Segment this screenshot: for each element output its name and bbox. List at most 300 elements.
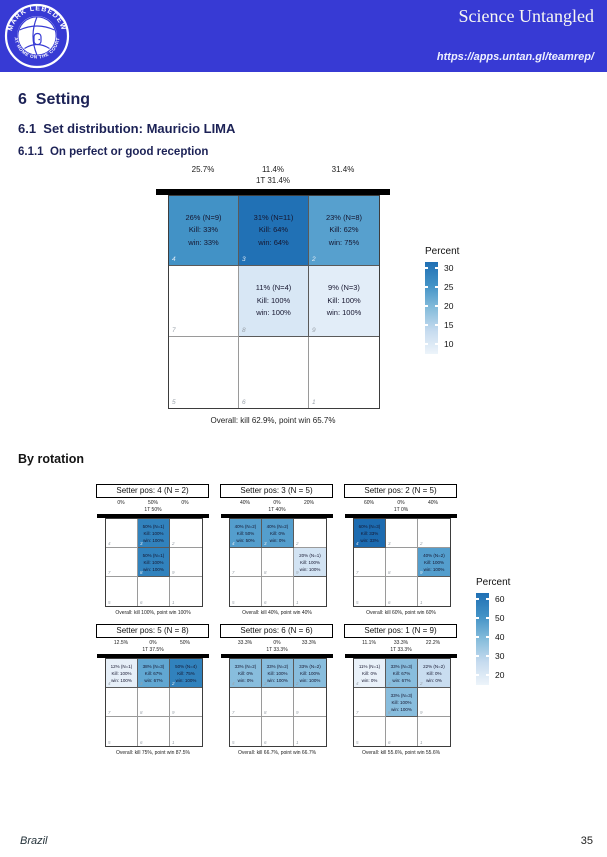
- zone-number: 8: [388, 710, 391, 715]
- court-cell-zone-2: [170, 519, 202, 548]
- zone-number: 8: [242, 327, 246, 334]
- cell-stat: 33% (N=2): [299, 663, 321, 669]
- court-cell-zone-4: [354, 519, 386, 548]
- cell-stat: Kill: 0%: [426, 670, 442, 676]
- court-cell-zone-9: [294, 688, 326, 717]
- legend-tick-mark: [476, 655, 479, 657]
- cell-stat: Kill: 100%: [299, 559, 320, 565]
- court-cell-zone-6: [262, 717, 294, 746]
- cell-stat: 40% (N=2): [234, 523, 257, 529]
- court-cell-zone-3: [262, 659, 294, 688]
- column-percent-value: 0%: [273, 500, 281, 506]
- zone-number: 4: [172, 256, 176, 263]
- column-percent-value: 31.4%: [331, 165, 355, 174]
- setter-pos-title: Setter pos: 4 (N = 2): [96, 484, 209, 498]
- setter-pos-title: Setter pos: 3 (N = 5): [220, 484, 333, 498]
- legend-tick-mark: [476, 617, 479, 619]
- setter-pos-title: Setter pos: 2 (N = 5): [344, 484, 457, 498]
- zone-number: 1: [172, 600, 175, 605]
- percent-legend-main: [425, 246, 487, 349]
- court-cell-zone-7: [354, 548, 386, 577]
- subsubsection-heading: 6.1.1 On perfect or good reception: [18, 146, 209, 158]
- overall-caption: Overall: kill 100%, point win 100%: [115, 610, 191, 616]
- column-percent-labels: [105, 640, 201, 653]
- cell-stat: win: 33%: [188, 237, 219, 247]
- column-percent-value: 33.3%: [393, 640, 409, 646]
- column-percent: [238, 164, 308, 186]
- zone-number: 9: [296, 570, 299, 575]
- court-cell-zone-2: [170, 659, 202, 688]
- column-percent-value: 33.3%: [237, 640, 253, 646]
- column-percent: [261, 640, 293, 653]
- column-percent-value: 33.3%: [301, 640, 317, 646]
- cell-stat: 26% (N=9): [185, 212, 222, 222]
- court-cell-zone-4: [230, 659, 262, 688]
- zone-number: 7: [232, 710, 235, 715]
- zone-number: 4: [108, 541, 111, 546]
- zone-number: 7: [172, 327, 176, 334]
- legend-tick-mark: [486, 617, 489, 619]
- subsection-heading: 6.1 Set distribution: Mauricio LIMA: [18, 121, 236, 136]
- legend-tick-mark: [476, 636, 479, 638]
- cell-stat: win: 100%: [143, 537, 164, 543]
- court-cell-zone-5: [106, 577, 138, 606]
- column-percent-value: 11.4%: [261, 165, 285, 174]
- cell-stat: Kill: 100%: [256, 295, 291, 305]
- cell-stat: 50% (N=1): [142, 552, 165, 558]
- zone-number: 9: [420, 710, 423, 715]
- zone-number: 5: [356, 740, 359, 745]
- court-cell-zone-1: [294, 577, 326, 606]
- cell-stat: win: 100%: [175, 677, 197, 683]
- court-cell-zone-9: [418, 548, 450, 577]
- cell-stat: 40% (N=2): [423, 552, 445, 558]
- court-cell-zone-2: [309, 196, 379, 266]
- zone-number: 5: [232, 600, 235, 605]
- column-percent: [385, 640, 417, 653]
- zone-number: 4: [232, 541, 235, 546]
- legend-tick-mark: [486, 674, 489, 676]
- court-cell-zone-4: [106, 659, 138, 688]
- zone-number: 5: [108, 740, 111, 745]
- percent-legend-rotation: [476, 577, 538, 680]
- cell-stat: 23% (N=8): [325, 212, 363, 222]
- page-header: [0, 0, 607, 72]
- overall-caption: Overall: kill 62.9%, point win 65.7%: [210, 416, 336, 425]
- legend-tick-mark: [425, 343, 428, 345]
- zone-number: 1: [420, 600, 423, 605]
- zone-number: 7: [108, 710, 111, 715]
- first-tempo-percent: 1T 33.3%: [266, 646, 288, 653]
- court-cell-zone-1: [418, 717, 450, 746]
- section-heading: 6 Setting: [18, 91, 91, 108]
- cell-stat: 9% (N=3): [328, 283, 360, 293]
- zone-number: 7: [356, 570, 359, 575]
- zone-number: 7: [108, 570, 111, 575]
- zone-number: 8: [264, 710, 267, 715]
- zone-number: 5: [172, 399, 176, 406]
- zone-number: 5: [108, 600, 111, 605]
- column-percent-value: 40%: [239, 500, 250, 506]
- column-percent: [417, 500, 449, 513]
- court-cell-zone-8: [262, 548, 294, 577]
- cell-stat: Kill: 67%: [392, 670, 411, 676]
- court-cell-zone-5: [169, 337, 239, 408]
- legend-tick-mark: [435, 267, 438, 269]
- cell-stat: 20% (N=1): [299, 552, 321, 558]
- column-percent: [385, 500, 417, 513]
- cell-stat: Kill: 64%: [258, 225, 289, 235]
- cell-stat: 50% (N=1): [142, 523, 165, 529]
- court-cell-zone-4: [169, 196, 239, 266]
- first-tempo-percent: 1T 40%: [268, 506, 286, 513]
- court-cell-zone-3: [386, 519, 418, 548]
- zone-number: 4: [356, 681, 359, 686]
- cell-stat: Kill: 100%: [391, 699, 412, 705]
- cell-stat: win: 100%: [256, 308, 291, 318]
- column-percent-value: 0%: [181, 500, 189, 506]
- zone-number: 3: [388, 681, 391, 686]
- zone-number: 6: [264, 600, 267, 605]
- court-cell-zone-8: [262, 688, 294, 717]
- by-rotation-heading: By rotation: [18, 452, 84, 466]
- zone-number: 3: [264, 541, 267, 546]
- mark-lebedew-logo-icon: [4, 3, 70, 69]
- cell-stat: 31% (N=11): [253, 212, 294, 222]
- legend-tick-mark: [425, 305, 428, 307]
- overall-caption: Overall: kill 60%, point win 60%: [366, 610, 436, 616]
- column-percent: [353, 640, 385, 653]
- court-cell-zone-6: [239, 337, 309, 408]
- first-tempo-percent: 1T 0%: [393, 506, 409, 513]
- zone-number: 7: [356, 710, 359, 715]
- zone-number: 1: [172, 740, 175, 745]
- legend-tick-mark: [425, 267, 428, 269]
- column-percent: [229, 500, 261, 513]
- cell-stat: Kill: 100%: [423, 559, 444, 565]
- court-cell-zone-6: [138, 577, 170, 606]
- zone-number: 3: [264, 681, 267, 686]
- cell-stat: win: 0%: [361, 677, 378, 683]
- zone-number: 1: [296, 740, 299, 745]
- zone-number: 9: [172, 570, 175, 575]
- court-cell-zone-3: [138, 659, 170, 688]
- legend-tick-label: 20: [444, 301, 454, 311]
- court-cell-zone-8: [239, 266, 309, 337]
- zone-number: 2: [420, 541, 423, 546]
- zone-number: 9: [172, 710, 175, 715]
- cell-stat: 33% (N=3): [390, 692, 413, 698]
- column-percent-value: 50%: [147, 500, 158, 506]
- court-cell-zone-2: [418, 659, 450, 688]
- zone-number: 2: [296, 541, 299, 546]
- court-cell-zone-1: [309, 337, 379, 408]
- court-cell-zone-9: [170, 548, 202, 577]
- cell-stat: Kill: 75%: [177, 670, 195, 676]
- column-percent: [169, 640, 201, 653]
- zone-number: 5: [356, 600, 359, 605]
- cell-stat: Kill: 0%: [361, 670, 377, 676]
- overall-caption: Overall: kill 66.7%, point win 66.7%: [237, 750, 317, 756]
- court-cell-zone-8: [386, 548, 418, 577]
- court-cell-zone-1: [294, 717, 326, 746]
- legend-title: Percent: [476, 577, 511, 588]
- legend-tick-mark: [425, 286, 428, 288]
- column-percent-value: 0%: [117, 500, 125, 506]
- legend-colorbar: [476, 593, 489, 685]
- column-percent-labels: [105, 500, 201, 513]
- zone-number: 3: [388, 541, 391, 546]
- setter-pos-title: Setter pos: 5 (N = 8): [96, 624, 209, 638]
- column-percent-value: 22.2%: [425, 640, 441, 646]
- cell-stat: win: 100%: [111, 677, 132, 683]
- legend-tick-label: 10: [444, 339, 454, 349]
- court-cell-zone-3: [239, 196, 309, 266]
- cell-stat: Kill: 100%: [143, 530, 164, 536]
- zone-number: 3: [140, 541, 143, 546]
- court-cell-zone-8: [138, 688, 170, 717]
- cell-stat: 33% (N=2): [234, 663, 257, 669]
- cell-stat: win: 100%: [299, 677, 321, 683]
- zone-number: 2: [172, 541, 175, 546]
- court-cell-zone-5: [230, 577, 262, 606]
- court-cell-zone-6: [386, 717, 418, 746]
- cell-stat: Kill: 33%: [188, 225, 219, 235]
- court-grid: [229, 518, 327, 607]
- rotation-heatmap-4: [96, 624, 210, 760]
- court-cell-zone-9: [170, 688, 202, 717]
- cell-stat: 11% (N=1): [358, 663, 381, 669]
- column-percent: [137, 640, 169, 653]
- zone-number: 9: [312, 327, 316, 334]
- cell-stat: Kill: 100%: [299, 670, 320, 676]
- court-cell-zone-9: [294, 548, 326, 577]
- court-cell-zone-8: [386, 688, 418, 717]
- column-percent-value: 20%: [303, 500, 314, 506]
- zone-number: 6: [242, 399, 246, 406]
- rotation-heatmap-2: [220, 484, 334, 620]
- logo-top-text: MARK LEBEDEW: [6, 5, 68, 32]
- legend-tick-mark: [486, 636, 489, 638]
- court-cell-zone-7: [169, 266, 239, 337]
- first-tempo-percent: 1T 31.4%: [255, 176, 291, 185]
- column-percent-labels: [229, 640, 325, 653]
- court-cell-zone-4: [106, 519, 138, 548]
- logo-bottom-text: AT HOME ON THE COURT: [13, 36, 61, 60]
- zone-number: 8: [388, 570, 391, 575]
- zone-number: 4: [232, 681, 235, 686]
- column-percent: [417, 640, 449, 653]
- site-url-link[interactable]: https://apps.untan.gl/teamrep/: [436, 51, 594, 63]
- column-percent: [168, 164, 238, 186]
- legend-title: Percent: [425, 246, 460, 257]
- cell-stat: Kill: 0%: [237, 670, 253, 676]
- cell-stat: win: 100%: [143, 566, 164, 572]
- zone-number: 8: [264, 570, 267, 575]
- rotation-heatmap-3: [344, 484, 458, 620]
- setter-pos-title: Setter pos: 6 (N = 6): [220, 624, 333, 638]
- court-cell-zone-9: [309, 266, 379, 337]
- zone-number: 8: [140, 570, 143, 575]
- zone-number: 2: [420, 681, 423, 686]
- legend-tick-label: 25: [444, 282, 454, 292]
- column-percent: [353, 500, 385, 513]
- page-number: 35: [580, 835, 593, 847]
- legend-tick-mark: [476, 674, 479, 676]
- zone-number: 6: [388, 600, 391, 605]
- cell-stat: win: 100%: [423, 566, 445, 572]
- legend-tick-mark: [486, 598, 489, 600]
- column-percent-value: 0%: [273, 640, 281, 646]
- column-percent: [308, 164, 378, 186]
- column-percent-value: 11.1%: [362, 640, 376, 646]
- court-cell-zone-5: [354, 717, 386, 746]
- zone-number: 7: [232, 570, 235, 575]
- column-percent-labels: [353, 640, 449, 653]
- column-percent-value: 50%: [179, 640, 190, 646]
- zone-number: 4: [108, 681, 111, 686]
- court-grid: [353, 658, 451, 747]
- column-percent: [137, 500, 169, 513]
- column-percent-value: 0%: [149, 640, 157, 646]
- column-percent: [105, 640, 137, 653]
- court-cell-zone-2: [418, 519, 450, 548]
- zone-number: 9: [296, 710, 299, 715]
- cell-stat: win: 100%: [391, 706, 412, 712]
- court-cell-zone-1: [170, 717, 202, 746]
- cell-stat: Kill: 100%: [111, 670, 132, 676]
- rotation-heatmap-5: [220, 624, 334, 760]
- court-cell-zone-3: [262, 519, 294, 548]
- column-percent-value: 0%: [397, 500, 405, 506]
- legend-tick-mark: [486, 655, 489, 657]
- first-tempo-percent: 1T 50%: [144, 506, 162, 513]
- cell-stat: Kill: 100%: [267, 670, 288, 676]
- cell-stat: win: 64%: [258, 237, 289, 247]
- zone-number: 8: [140, 710, 143, 715]
- court-cell-zone-7: [354, 688, 386, 717]
- legend-tick-label: 50: [495, 613, 505, 623]
- legend-tick-mark: [435, 324, 438, 326]
- court-cell-zone-1: [418, 577, 450, 606]
- first-tempo-percent: 1T 37.5%: [142, 646, 164, 653]
- court-cell-zone-5: [230, 717, 262, 746]
- cell-stat: Kill: 33%: [360, 530, 379, 536]
- legend-tick-label: 40: [495, 632, 505, 642]
- overall-caption: Overall: kill 40%, point win 40%: [242, 610, 312, 616]
- column-percent: [105, 500, 137, 513]
- rotation-heatmap-1: [96, 484, 210, 620]
- zone-number: 2: [172, 681, 175, 686]
- cell-stat: Kill: 100%: [143, 559, 164, 565]
- court-cell-zone-7: [106, 548, 138, 577]
- cell-stat: win: 0%: [269, 537, 286, 543]
- zone-number: 2: [296, 681, 299, 686]
- column-percent: [293, 500, 325, 513]
- court-cell-zone-9: [418, 688, 450, 717]
- legend-tick-mark: [435, 305, 438, 307]
- column-percent-value: 60%: [363, 500, 374, 506]
- cell-stat: win: 100%: [267, 677, 288, 683]
- column-percent-labels: [168, 164, 378, 186]
- cell-stat: 40% (N=2): [266, 523, 289, 529]
- column-percent: [169, 500, 201, 513]
- cell-stat: 12% (N=1): [110, 663, 133, 669]
- set-distribution-heatmap: [156, 164, 390, 436]
- cell-stat: 60% (N=3): [358, 523, 381, 529]
- cell-stat: Kill: 100%: [327, 295, 361, 305]
- zone-number: 1: [420, 740, 423, 745]
- court-cell-zone-2: [294, 659, 326, 688]
- cell-stat: Kill: 50%: [236, 530, 255, 536]
- cell-stat: win: 75%: [328, 237, 360, 247]
- column-percent-value: 40%: [427, 500, 438, 506]
- cell-stat: win: 0%: [426, 677, 442, 683]
- zone-number: 2: [312, 256, 316, 263]
- court-cell-zone-2: [294, 519, 326, 548]
- court-cell-zone-3: [138, 519, 170, 548]
- court-grid: [229, 658, 327, 747]
- zone-number: 6: [264, 740, 267, 745]
- cell-stat: win: 0%: [237, 677, 254, 683]
- legend-tick-label: 20: [495, 670, 505, 680]
- court-cell-zone-4: [354, 659, 386, 688]
- cell-stat: Kill: 62%: [329, 225, 359, 235]
- court-cell-zone-4: [230, 519, 262, 548]
- column-percent: [261, 500, 293, 513]
- cell-stat: 50% (N=4): [175, 663, 197, 669]
- zone-number: 4: [356, 541, 359, 546]
- zone-number: 9: [420, 570, 423, 575]
- court-grid: [168, 195, 380, 409]
- court-cell-zone-5: [354, 577, 386, 606]
- cell-stat: win: 100%: [326, 308, 362, 318]
- column-percent-value: 12.5%: [113, 640, 129, 646]
- court-cell-zone-7: [230, 688, 262, 717]
- court-cell-zone-8: [138, 548, 170, 577]
- legend-colorbar: [425, 262, 438, 354]
- column-percent: [229, 640, 261, 653]
- overall-caption: Overall: kill 55.6%, point win 55.6%: [361, 750, 441, 756]
- setter-pos-title: Setter pos: 1 (N = 9): [344, 624, 457, 638]
- legend-tick-label: 60: [495, 594, 505, 604]
- legend-tick-mark: [425, 324, 428, 326]
- cell-stat: win: 50%: [236, 537, 255, 543]
- cell-stat: win: 33%: [360, 537, 379, 543]
- cell-stat: 33% (N=3): [390, 663, 413, 669]
- zone-number: 3: [140, 681, 143, 686]
- cell-stat: Kill: 0%: [269, 530, 285, 536]
- column-percent-value: 25.7%: [191, 165, 215, 174]
- zone-number: 6: [140, 600, 143, 605]
- overall-caption: Overall: kill 75%, point win 87.5%: [116, 750, 190, 756]
- footer-team-name: Brazil: [20, 835, 48, 847]
- cell-stat: 38% (N=3): [142, 663, 165, 669]
- legend-tick-label: 30: [444, 263, 454, 273]
- cell-stat: Kill: 67%: [144, 670, 163, 676]
- legend-tick-mark: [435, 286, 438, 288]
- first-tempo-percent: 1T 33.3%: [390, 646, 412, 653]
- cell-stat: win: 67%: [144, 677, 163, 683]
- zone-number: 3: [242, 256, 246, 263]
- cell-stat: 33% (N=2): [266, 663, 289, 669]
- legend-tick-mark: [476, 598, 479, 600]
- court-cell-zone-6: [262, 577, 294, 606]
- cell-stat: win: 100%: [299, 566, 321, 572]
- court-grid: [105, 658, 203, 747]
- cell-stat: win: 67%: [392, 677, 411, 683]
- cell-stat: 22% (N=2): [423, 663, 445, 669]
